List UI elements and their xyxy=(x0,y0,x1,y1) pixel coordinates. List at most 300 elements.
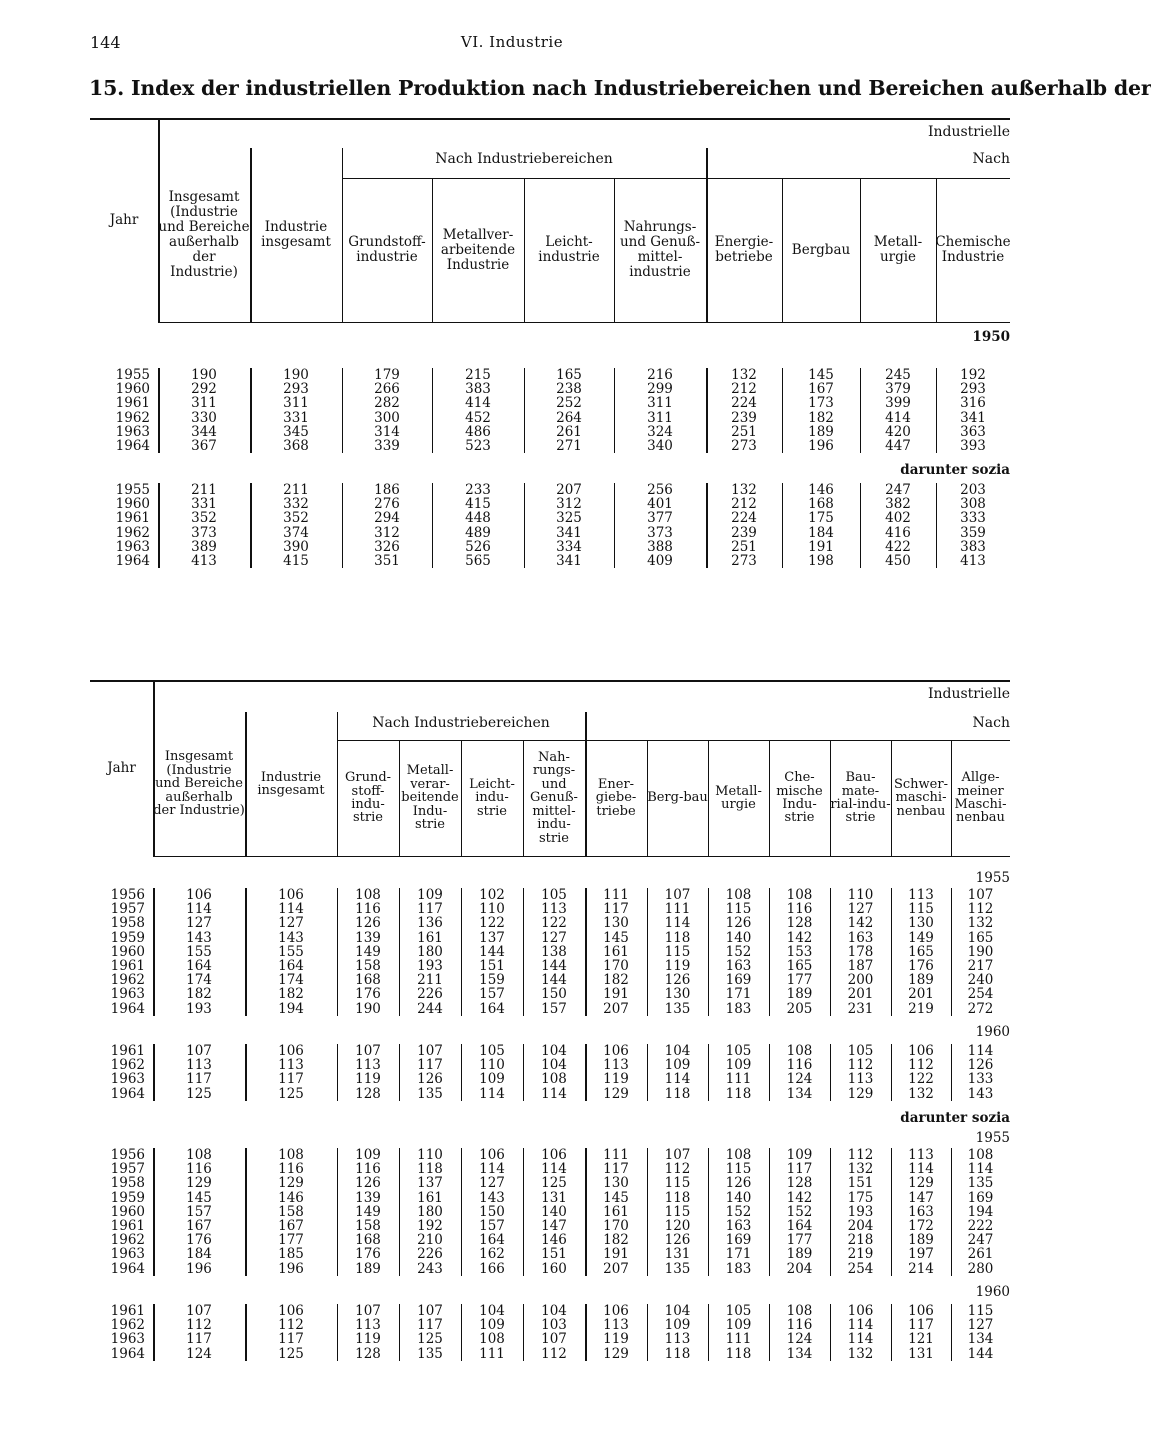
value-cell: 388 xyxy=(647,538,673,555)
value-cell: 197 xyxy=(908,1246,934,1263)
value-cell: 273 xyxy=(731,553,757,570)
value-cell: 159 xyxy=(479,972,505,989)
value-cell: 245 xyxy=(885,367,911,383)
value-column xyxy=(647,1304,708,1361)
value-cell: 211 xyxy=(417,972,443,989)
value-cell: 185 xyxy=(278,1246,304,1263)
value-column xyxy=(245,1148,337,1276)
value-cell: 210 xyxy=(417,1232,443,1249)
value-column xyxy=(951,1148,1010,1276)
year-cell: 1962 xyxy=(110,1057,145,1074)
column-header: Bergbau xyxy=(791,241,851,258)
value-cell: 266 xyxy=(374,381,400,398)
value-cell: 113 xyxy=(908,887,934,903)
value-cell: 152 xyxy=(725,1203,752,1220)
value-cell: 331 xyxy=(283,409,309,426)
value-cell: 126 xyxy=(725,1175,752,1192)
value-cell: 126 xyxy=(355,915,381,932)
value-cell: 118 xyxy=(417,1161,443,1178)
value-cell: 112 xyxy=(278,1317,304,1334)
value-cell: 134 xyxy=(786,1345,813,1362)
value-column xyxy=(250,483,342,568)
value-column xyxy=(524,483,614,568)
value-cell: 107 xyxy=(664,887,691,903)
value-cell: 136 xyxy=(417,915,443,932)
value-cell: 201 xyxy=(908,986,934,1003)
value-cell: 113 xyxy=(355,1317,381,1334)
value-cell: 113 xyxy=(355,1057,381,1074)
value-cell: 239 xyxy=(731,524,757,541)
value-cell: 151 xyxy=(847,1175,874,1192)
group-label-2: Nach xyxy=(972,151,1010,167)
value-cell: 107 xyxy=(664,1147,691,1163)
value-cell: 138 xyxy=(541,943,567,960)
column-header: Metall-urgie xyxy=(715,783,762,812)
value-cell: 143 xyxy=(479,1189,505,1206)
year-cell: 1963 xyxy=(110,1331,145,1348)
value-cell: 526 xyxy=(465,538,491,555)
value-cell: 178 xyxy=(847,943,874,960)
table-title: 15. Index der industriellen Produktion nach Industriebereichen und Bereichen außerhalb der xyxy=(89,76,1151,100)
value-cell: 140 xyxy=(725,929,752,946)
value-cell: 117 xyxy=(603,1161,629,1178)
value-column xyxy=(769,1304,830,1361)
value-column xyxy=(399,888,461,1016)
value-cell: 114 xyxy=(186,901,212,918)
value-column xyxy=(614,368,706,453)
group-label: Nach Industriebereichen xyxy=(372,715,550,731)
value-cell: 112 xyxy=(186,1317,212,1334)
year-cell: 1961 xyxy=(110,958,145,975)
year-cell: 1961 xyxy=(115,395,150,412)
value-cell: 218 xyxy=(847,1232,874,1249)
value-cell: 164 xyxy=(786,1218,813,1235)
year-cell: 1957 xyxy=(110,1161,145,1178)
value-cell: 126 xyxy=(417,1071,443,1088)
value-cell: 351 xyxy=(374,553,400,570)
value-column xyxy=(342,368,432,453)
value-cell: 294 xyxy=(374,510,400,527)
value-cell: 158 xyxy=(355,1218,381,1235)
rule xyxy=(90,118,1010,120)
value-cell: 166 xyxy=(479,1260,505,1277)
value-column xyxy=(158,368,250,453)
value-cell: 115 xyxy=(664,1175,691,1192)
column-header: Metall-verar-beitende Indu-strie xyxy=(401,763,459,833)
value-cell: 122 xyxy=(541,915,567,932)
year-column xyxy=(90,1148,145,1276)
value-cell: 325 xyxy=(556,510,582,527)
value-cell: 143 xyxy=(186,929,212,946)
value-cell: 169 xyxy=(725,972,752,989)
value-cell: 103 xyxy=(541,1317,567,1334)
value-cell: 107 xyxy=(417,1303,443,1319)
value-cell: 254 xyxy=(847,1260,874,1277)
rule xyxy=(158,322,1010,323)
value-cell: 142 xyxy=(786,1189,813,1206)
value-cell: 112 xyxy=(847,1147,874,1163)
year-cell: 1961 xyxy=(115,510,150,527)
value-cell: 190 xyxy=(191,367,217,383)
value-column xyxy=(245,1044,337,1101)
value-cell: 117 xyxy=(786,1161,813,1178)
value-cell: 115 xyxy=(664,943,691,960)
value-cell: 117 xyxy=(278,1071,304,1088)
value-cell: 219 xyxy=(908,1000,934,1017)
year-column xyxy=(90,483,150,568)
value-cell: 106 xyxy=(479,1147,505,1163)
value-cell: 132 xyxy=(908,1085,934,1102)
column-header: Nahrungs- und Genuß-mittel-industrie xyxy=(619,219,701,280)
value-cell: 308 xyxy=(960,496,986,513)
value-cell: 231 xyxy=(847,1000,874,1017)
value-cell: 119 xyxy=(603,1331,629,1348)
value-cell: 163 xyxy=(908,1203,934,1220)
value-column xyxy=(706,368,782,453)
value-cell: 192 xyxy=(960,367,986,383)
value-cell: 104 xyxy=(541,1057,567,1074)
value-cell: 486 xyxy=(465,423,491,440)
value-cell: 326 xyxy=(374,538,400,555)
value-cell: 110 xyxy=(847,887,874,903)
column-header: Berg-bau xyxy=(647,790,708,806)
block-label: 1960 xyxy=(975,1284,1010,1300)
value-cell: 401 xyxy=(647,496,673,513)
value-cell: 198 xyxy=(808,553,834,570)
value-column xyxy=(585,1304,647,1361)
value-cell: 108 xyxy=(541,1071,567,1088)
value-cell: 293 xyxy=(283,381,309,398)
value-cell: 390 xyxy=(283,538,309,555)
value-cell: 130 xyxy=(603,1175,629,1192)
value-cell: 175 xyxy=(847,1189,874,1206)
value-cell: 447 xyxy=(885,438,911,455)
value-column xyxy=(153,1304,245,1361)
value-column xyxy=(860,483,936,568)
value-cell: 244 xyxy=(417,1000,443,1017)
value-cell: 127 xyxy=(541,929,567,946)
value-cell: 115 xyxy=(725,1161,752,1178)
value-cell: 111 xyxy=(664,901,691,918)
value-cell: 128 xyxy=(786,915,813,932)
value-cell: 292 xyxy=(191,381,217,398)
value-cell: 144 xyxy=(479,943,505,960)
value-cell: 113 xyxy=(541,901,567,918)
value-cell: 165 xyxy=(786,958,813,975)
value-cell: 102 xyxy=(479,887,505,903)
value-column xyxy=(432,483,524,568)
value-cell: 341 xyxy=(556,524,582,541)
value-cell: 139 xyxy=(355,929,381,946)
year-cell: 1958 xyxy=(110,1175,145,1192)
year-column xyxy=(90,888,145,1016)
value-cell: 448 xyxy=(465,510,491,527)
value-cell: 129 xyxy=(186,1175,212,1192)
value-column xyxy=(708,1148,769,1276)
value-cell: 130 xyxy=(603,915,629,932)
value-column xyxy=(337,888,399,1016)
value-cell: 204 xyxy=(786,1260,813,1277)
value-cell: 112 xyxy=(664,1161,691,1178)
value-cell: 189 xyxy=(808,423,834,440)
value-column xyxy=(891,1148,951,1276)
value-cell: 367 xyxy=(191,438,217,455)
value-column xyxy=(523,1304,585,1361)
value-column xyxy=(614,483,706,568)
value-column xyxy=(585,1148,647,1276)
value-cell: 105 xyxy=(725,1043,752,1059)
value-cell: 113 xyxy=(603,1057,629,1074)
value-cell: 193 xyxy=(847,1203,874,1220)
value-cell: 149 xyxy=(355,943,381,960)
value-cell: 140 xyxy=(725,1189,752,1206)
value-cell: 108 xyxy=(186,1147,212,1163)
value-column xyxy=(951,1044,1010,1101)
value-cell: 164 xyxy=(278,958,304,975)
value-cell: 105 xyxy=(847,1043,874,1059)
value-cell: 161 xyxy=(417,1189,443,1206)
value-cell: 167 xyxy=(186,1218,212,1235)
value-column xyxy=(782,483,860,568)
value-cell: 151 xyxy=(541,1246,567,1263)
value-column xyxy=(337,1304,399,1361)
value-column xyxy=(524,368,614,453)
value-column xyxy=(830,1148,891,1276)
value-cell: 119 xyxy=(664,958,691,975)
value-cell: 127 xyxy=(278,915,304,932)
value-cell: 191 xyxy=(808,538,834,555)
value-cell: 118 xyxy=(664,1189,691,1206)
value-column xyxy=(523,1044,585,1101)
value-cell: 116 xyxy=(278,1161,304,1178)
value-cell: 117 xyxy=(417,1057,443,1074)
value-cell: 115 xyxy=(908,901,934,918)
value-cell: 212 xyxy=(731,381,757,398)
value-cell: 163 xyxy=(847,929,874,946)
value-cell: 108 xyxy=(479,1331,505,1348)
year-cell: 1963 xyxy=(115,423,150,440)
value-cell: 140 xyxy=(541,1203,567,1220)
value-cell: 124 xyxy=(186,1345,212,1362)
value-cell: 171 xyxy=(725,986,752,1003)
value-cell: 129 xyxy=(278,1175,304,1192)
value-cell: 252 xyxy=(556,395,582,412)
value-cell: 203 xyxy=(960,482,986,498)
value-cell: 256 xyxy=(647,482,673,498)
value-cell: 211 xyxy=(283,482,309,498)
value-cell: 153 xyxy=(786,943,813,960)
value-cell: 145 xyxy=(808,367,834,383)
column-header: Leicht-indu-strie xyxy=(469,776,515,819)
value-cell: 113 xyxy=(186,1057,212,1074)
column-header: Che-mische Indu-strie xyxy=(776,770,823,826)
value-cell: 130 xyxy=(908,915,934,932)
value-cell: 109 xyxy=(786,1147,813,1163)
value-cell: 272 xyxy=(967,1000,994,1017)
value-cell: 247 xyxy=(967,1232,994,1249)
value-cell: 145 xyxy=(603,1189,629,1206)
column-header: Bau-mate-rial-indu-strie xyxy=(830,770,891,826)
value-cell: 324 xyxy=(647,423,673,440)
value-cell: 276 xyxy=(374,496,400,513)
value-cell: 169 xyxy=(725,1232,752,1249)
value-cell: 345 xyxy=(283,423,309,440)
value-cell: 116 xyxy=(355,1161,381,1178)
value-cell: 182 xyxy=(186,986,212,1003)
value-cell: 174 xyxy=(278,972,304,989)
value-cell: 389 xyxy=(191,538,217,555)
value-cell: 114 xyxy=(967,1161,994,1178)
value-cell: 264 xyxy=(556,409,582,426)
value-cell: 104 xyxy=(541,1303,567,1319)
value-cell: 150 xyxy=(479,1203,505,1220)
year-cell: 1964 xyxy=(110,1260,145,1277)
column-header: Nah-rungs-und Genuß-mittel-indu-strie xyxy=(530,750,578,846)
value-cell: 106 xyxy=(278,1043,304,1059)
value-cell: 316 xyxy=(960,395,986,412)
value-cell: 217 xyxy=(967,958,994,975)
value-cell: 135 xyxy=(967,1175,994,1192)
value-cell: 344 xyxy=(191,423,217,440)
value-cell: 333 xyxy=(960,510,986,527)
value-column xyxy=(245,888,337,1016)
value-cell: 106 xyxy=(908,1303,934,1319)
value-cell: 104 xyxy=(664,1043,691,1059)
value-cell: 112 xyxy=(847,1057,874,1074)
value-cell: 311 xyxy=(647,409,673,426)
column-header: Grund-stoff-indu-strie xyxy=(344,770,392,826)
value-cell: 116 xyxy=(186,1161,212,1178)
value-column xyxy=(432,368,524,453)
value-cell: 145 xyxy=(603,929,629,946)
year-cell: 1962 xyxy=(110,972,145,989)
value-cell: 169 xyxy=(967,1189,994,1206)
value-cell: 117 xyxy=(908,1317,934,1334)
year-cell: 1959 xyxy=(110,929,145,946)
value-cell: 182 xyxy=(603,972,629,989)
column-header: Grundstoff-industrie xyxy=(348,234,426,265)
value-cell: 116 xyxy=(786,901,813,918)
column-header: Energie-betriebe xyxy=(714,234,774,265)
value-cell: 108 xyxy=(786,887,813,903)
value-cell: 132 xyxy=(731,482,757,498)
value-cell: 196 xyxy=(278,1260,304,1277)
value-cell: 106 xyxy=(278,887,304,903)
value-cell: 226 xyxy=(417,986,443,1003)
value-cell: 189 xyxy=(908,1232,934,1249)
year-cell: 1961 xyxy=(110,1043,145,1059)
value-column xyxy=(647,888,708,1016)
value-cell: 243 xyxy=(417,1260,443,1277)
value-column xyxy=(153,1148,245,1276)
value-cell: 113 xyxy=(664,1331,691,1348)
value-column xyxy=(461,1304,523,1361)
value-column xyxy=(708,888,769,1016)
year-cell: 1964 xyxy=(115,553,150,570)
value-cell: 112 xyxy=(908,1057,934,1074)
value-cell: 193 xyxy=(186,1000,212,1017)
value-cell: 164 xyxy=(479,1000,505,1017)
value-cell: 114 xyxy=(847,1317,874,1334)
value-cell: 422 xyxy=(885,538,911,555)
value-cell: 117 xyxy=(186,1331,212,1348)
value-cell: 214 xyxy=(908,1260,934,1277)
value-cell: 190 xyxy=(283,367,309,383)
value-cell: 128 xyxy=(355,1345,381,1362)
value-cell: 132 xyxy=(847,1345,874,1362)
value-cell: 125 xyxy=(417,1331,443,1348)
value-cell: 152 xyxy=(786,1203,813,1220)
value-cell: 125 xyxy=(186,1085,212,1102)
value-cell: 104 xyxy=(541,1043,567,1059)
value-column xyxy=(337,1148,399,1276)
value-cell: 107 xyxy=(186,1043,212,1059)
value-cell: 182 xyxy=(808,409,834,426)
value-cell: 373 xyxy=(647,524,673,541)
value-cell: 114 xyxy=(278,901,304,918)
value-cell: 114 xyxy=(967,1043,994,1059)
year-cell: 1963 xyxy=(110,986,145,1003)
value-cell: 129 xyxy=(847,1085,874,1102)
value-cell: 134 xyxy=(967,1331,994,1348)
value-cell: 122 xyxy=(908,1071,934,1088)
year-cell: 1960 xyxy=(115,381,150,398)
value-column xyxy=(891,1304,951,1361)
value-cell: 125 xyxy=(541,1175,567,1192)
value-cell: 109 xyxy=(664,1317,691,1334)
value-cell: 107 xyxy=(967,887,994,903)
value-cell: 312 xyxy=(556,496,582,513)
value-cell: 565 xyxy=(465,553,491,570)
year-cell: 1960 xyxy=(115,496,150,513)
value-cell: 184 xyxy=(808,524,834,541)
value-cell: 193 xyxy=(417,958,443,975)
value-cell: 146 xyxy=(278,1189,304,1206)
value-cell: 114 xyxy=(664,1071,691,1088)
block-label: darunter sozia xyxy=(900,462,1010,478)
value-column xyxy=(399,1304,461,1361)
value-cell: 183 xyxy=(725,1000,752,1017)
value-cell: 261 xyxy=(556,423,582,440)
value-cell: 332 xyxy=(283,496,309,513)
value-cell: 111 xyxy=(479,1345,505,1362)
year-cell: 1963 xyxy=(110,1246,145,1263)
value-cell: 165 xyxy=(556,367,582,383)
value-cell: 177 xyxy=(786,1232,813,1249)
value-column xyxy=(706,483,782,568)
value-cell: 109 xyxy=(479,1317,505,1334)
value-cell: 331 xyxy=(191,496,217,513)
value-cell: 413 xyxy=(960,553,986,570)
value-cell: 339 xyxy=(374,438,400,455)
value-cell: 152 xyxy=(725,943,752,960)
value-cell: 105 xyxy=(725,1303,752,1319)
value-cell: 330 xyxy=(191,409,217,426)
value-cell: 273 xyxy=(731,438,757,455)
value-cell: 118 xyxy=(725,1345,752,1362)
year-cell: 1964 xyxy=(115,438,150,455)
value-cell: 194 xyxy=(967,1203,994,1220)
value-cell: 174 xyxy=(186,972,212,989)
value-cell: 131 xyxy=(541,1189,567,1206)
value-cell: 163 xyxy=(725,1218,752,1235)
value-cell: 108 xyxy=(786,1043,813,1059)
value-cell: 413 xyxy=(191,553,217,570)
value-column xyxy=(860,368,936,453)
value-column xyxy=(523,1148,585,1276)
value-column xyxy=(153,888,245,1016)
value-cell: 189 xyxy=(908,972,934,989)
